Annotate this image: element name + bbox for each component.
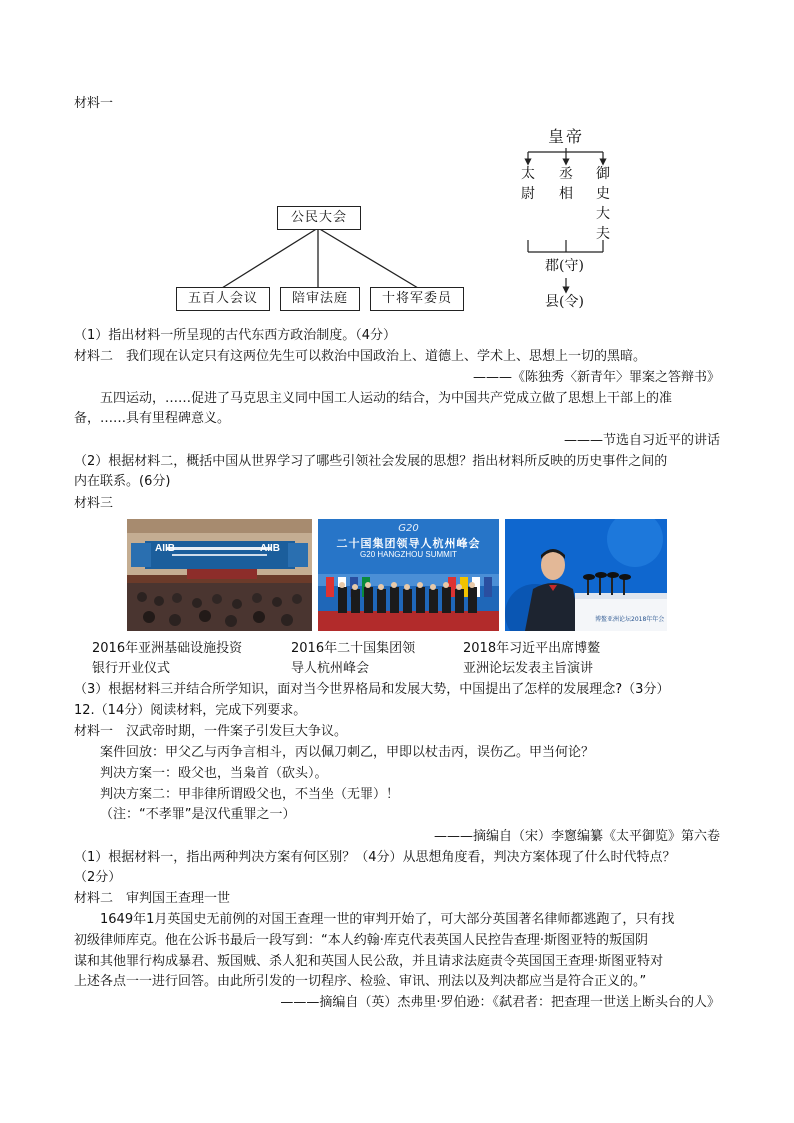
q12-source2: ———摘编自（英）杰弗里·罗伯逊：《弑君者：把查理一世送上断头台的人》 <box>280 995 720 1010</box>
material2-para2-line2: 备，……具有里程碑意义。 <box>74 411 231 426</box>
boao-speech-photo <box>505 519 667 631</box>
photo2-caption-line1: 2016年二十国集团领 <box>291 641 416 656</box>
athens-assembly-box: 公民大会 <box>277 206 361 230</box>
q12-material2-line2: 初级律师库克。他在公诉书最后一段写到：“本人约翰·库克代表英国人民控告查理·斯图亚特的叛国阴 <box>74 933 649 948</box>
qin-commandery-label: 郡(守) <box>545 258 584 274</box>
qin-emperor-label: 皇帝 <box>548 127 585 146</box>
material2-source1: ———《陈独秀〈新青年〉罪案之答辩书》 <box>472 370 720 385</box>
photo1-caption-line1: 2016年亚洲基础设施投资 <box>92 641 243 656</box>
material3-label: 材料三 <box>74 496 114 511</box>
athens-generals-box: 十将军委员 <box>370 287 464 311</box>
q12-question1-line1: （1）根据材料一，指出两种判决方案有何区别？（4分）从思想角度看，判决方案体现了什么时代特点？ <box>74 850 676 865</box>
q12-plan1: 判决方案一：殴父也，当枭首（砍头）。 <box>100 766 328 781</box>
q12-plan2: 判决方案二：甲非律所谓殴父也，不当坐（无罪）！ <box>100 787 400 802</box>
qin-yushidafu-label: 御史大夫 <box>596 166 610 242</box>
question-2-line1: （2）根据材料二，概括中国从世界学习了哪些引领社会发展的思想？指出材料所反映的历史事件之间的 <box>74 454 668 469</box>
q12-material2-line3: 谋和其他罪行构成暴君、叛国贼、杀人犯和英国人民公敌，并且请求法庭责令英国国王查理·斯图亚特对 <box>74 954 664 969</box>
aiib-ceremony-illustration <box>127 519 312 631</box>
material2-source2: ———节选自习近平的讲话 <box>563 433 720 448</box>
g20-logo: G20 <box>398 523 419 534</box>
boao-podium-text: 博鳌亚洲论坛2018年年会 <box>595 616 665 623</box>
aiib-banner-right: AIIB <box>260 543 280 554</box>
material2-line1: 材料二 我们现在认定只有这两位先生可以救治中国政治上、道德上、学术上、思想上一切的黑暗。 <box>74 349 647 364</box>
athens-court-box: 陪审法庭 <box>280 287 360 311</box>
material2-para2-line1: 五四运动，……促进了马克思主义同中国工人运动的结合，为中国共产党成立做了思想上干部上的准 <box>100 391 673 406</box>
q12-material2-head: 材料二 审判国王查理一世 <box>74 891 231 906</box>
photo3-caption-line2: 亚洲论坛发表主旨演讲 <box>463 661 594 676</box>
qin-county-label: 县(令) <box>545 294 584 310</box>
q12-material2-line1: 1649年1月英国史无前例的对国王查理一世的审判开始了，可大部分英国著名律师都逃跑了，只有找 <box>100 912 675 927</box>
aiib-banner-left: AIIB <box>155 543 175 554</box>
question-1: （1）指出材料一所呈现的古代东西方政治制度。（4分） <box>74 328 397 343</box>
g20-banner-en: G20 HANGZHOU SUMMIT <box>360 550 457 559</box>
aiib-ceremony-photo <box>127 519 312 631</box>
athens-council-box: 五百人会议 <box>176 287 270 311</box>
photo1-caption-line2: 银行开业仪式 <box>92 661 171 676</box>
q12-title: 12.（14分）阅读材料，完成下列要求。 <box>74 703 307 718</box>
g20-banner-cn: 二十国集团领导人杭州峰会 <box>336 537 481 550</box>
material1-label: 材料一 <box>74 96 114 111</box>
q12-material1-head: 材料一 汉武帝时期，一件案子引发巨大争议。 <box>74 724 348 739</box>
q12-material2-line4: 上述各点一一进行回答。由此所引发的一切程序、检验、审讯、刑法以及判决都应当是符合正义的。” <box>74 974 647 989</box>
q12-note: （注：“不孝罪”是汉代重罪之一） <box>100 807 296 822</box>
qin-connectors <box>0 0 794 330</box>
photo3-caption-line1: 2018年习近平出席博鳌 <box>463 641 601 656</box>
qin-chengxiang-label: 丞相 <box>559 166 573 202</box>
q12-source1: ———摘编自（宋）李窻编纂《太平御览》第六卷 <box>433 829 720 844</box>
g20-summit-photo <box>318 519 499 631</box>
photo2-caption-line2: 导人杭州峰会 <box>291 661 370 676</box>
qin-taiwei-label: 太尉 <box>521 166 535 202</box>
question-2-line2: 内在联系。(6分) <box>74 474 171 489</box>
q12-case: 案件回放：甲父乙与丙争言相斗，丙以佩刀刺乙，甲即以杖击丙，误伤乙。甲当何论？ <box>100 745 595 760</box>
question-3: （3）根据材料三并结合所学知识，面对当今世界格局和发展大势，中国提出了怎样的发展理念?（3分） <box>74 682 670 697</box>
q12-question1-line2: （2分） <box>74 870 122 885</box>
